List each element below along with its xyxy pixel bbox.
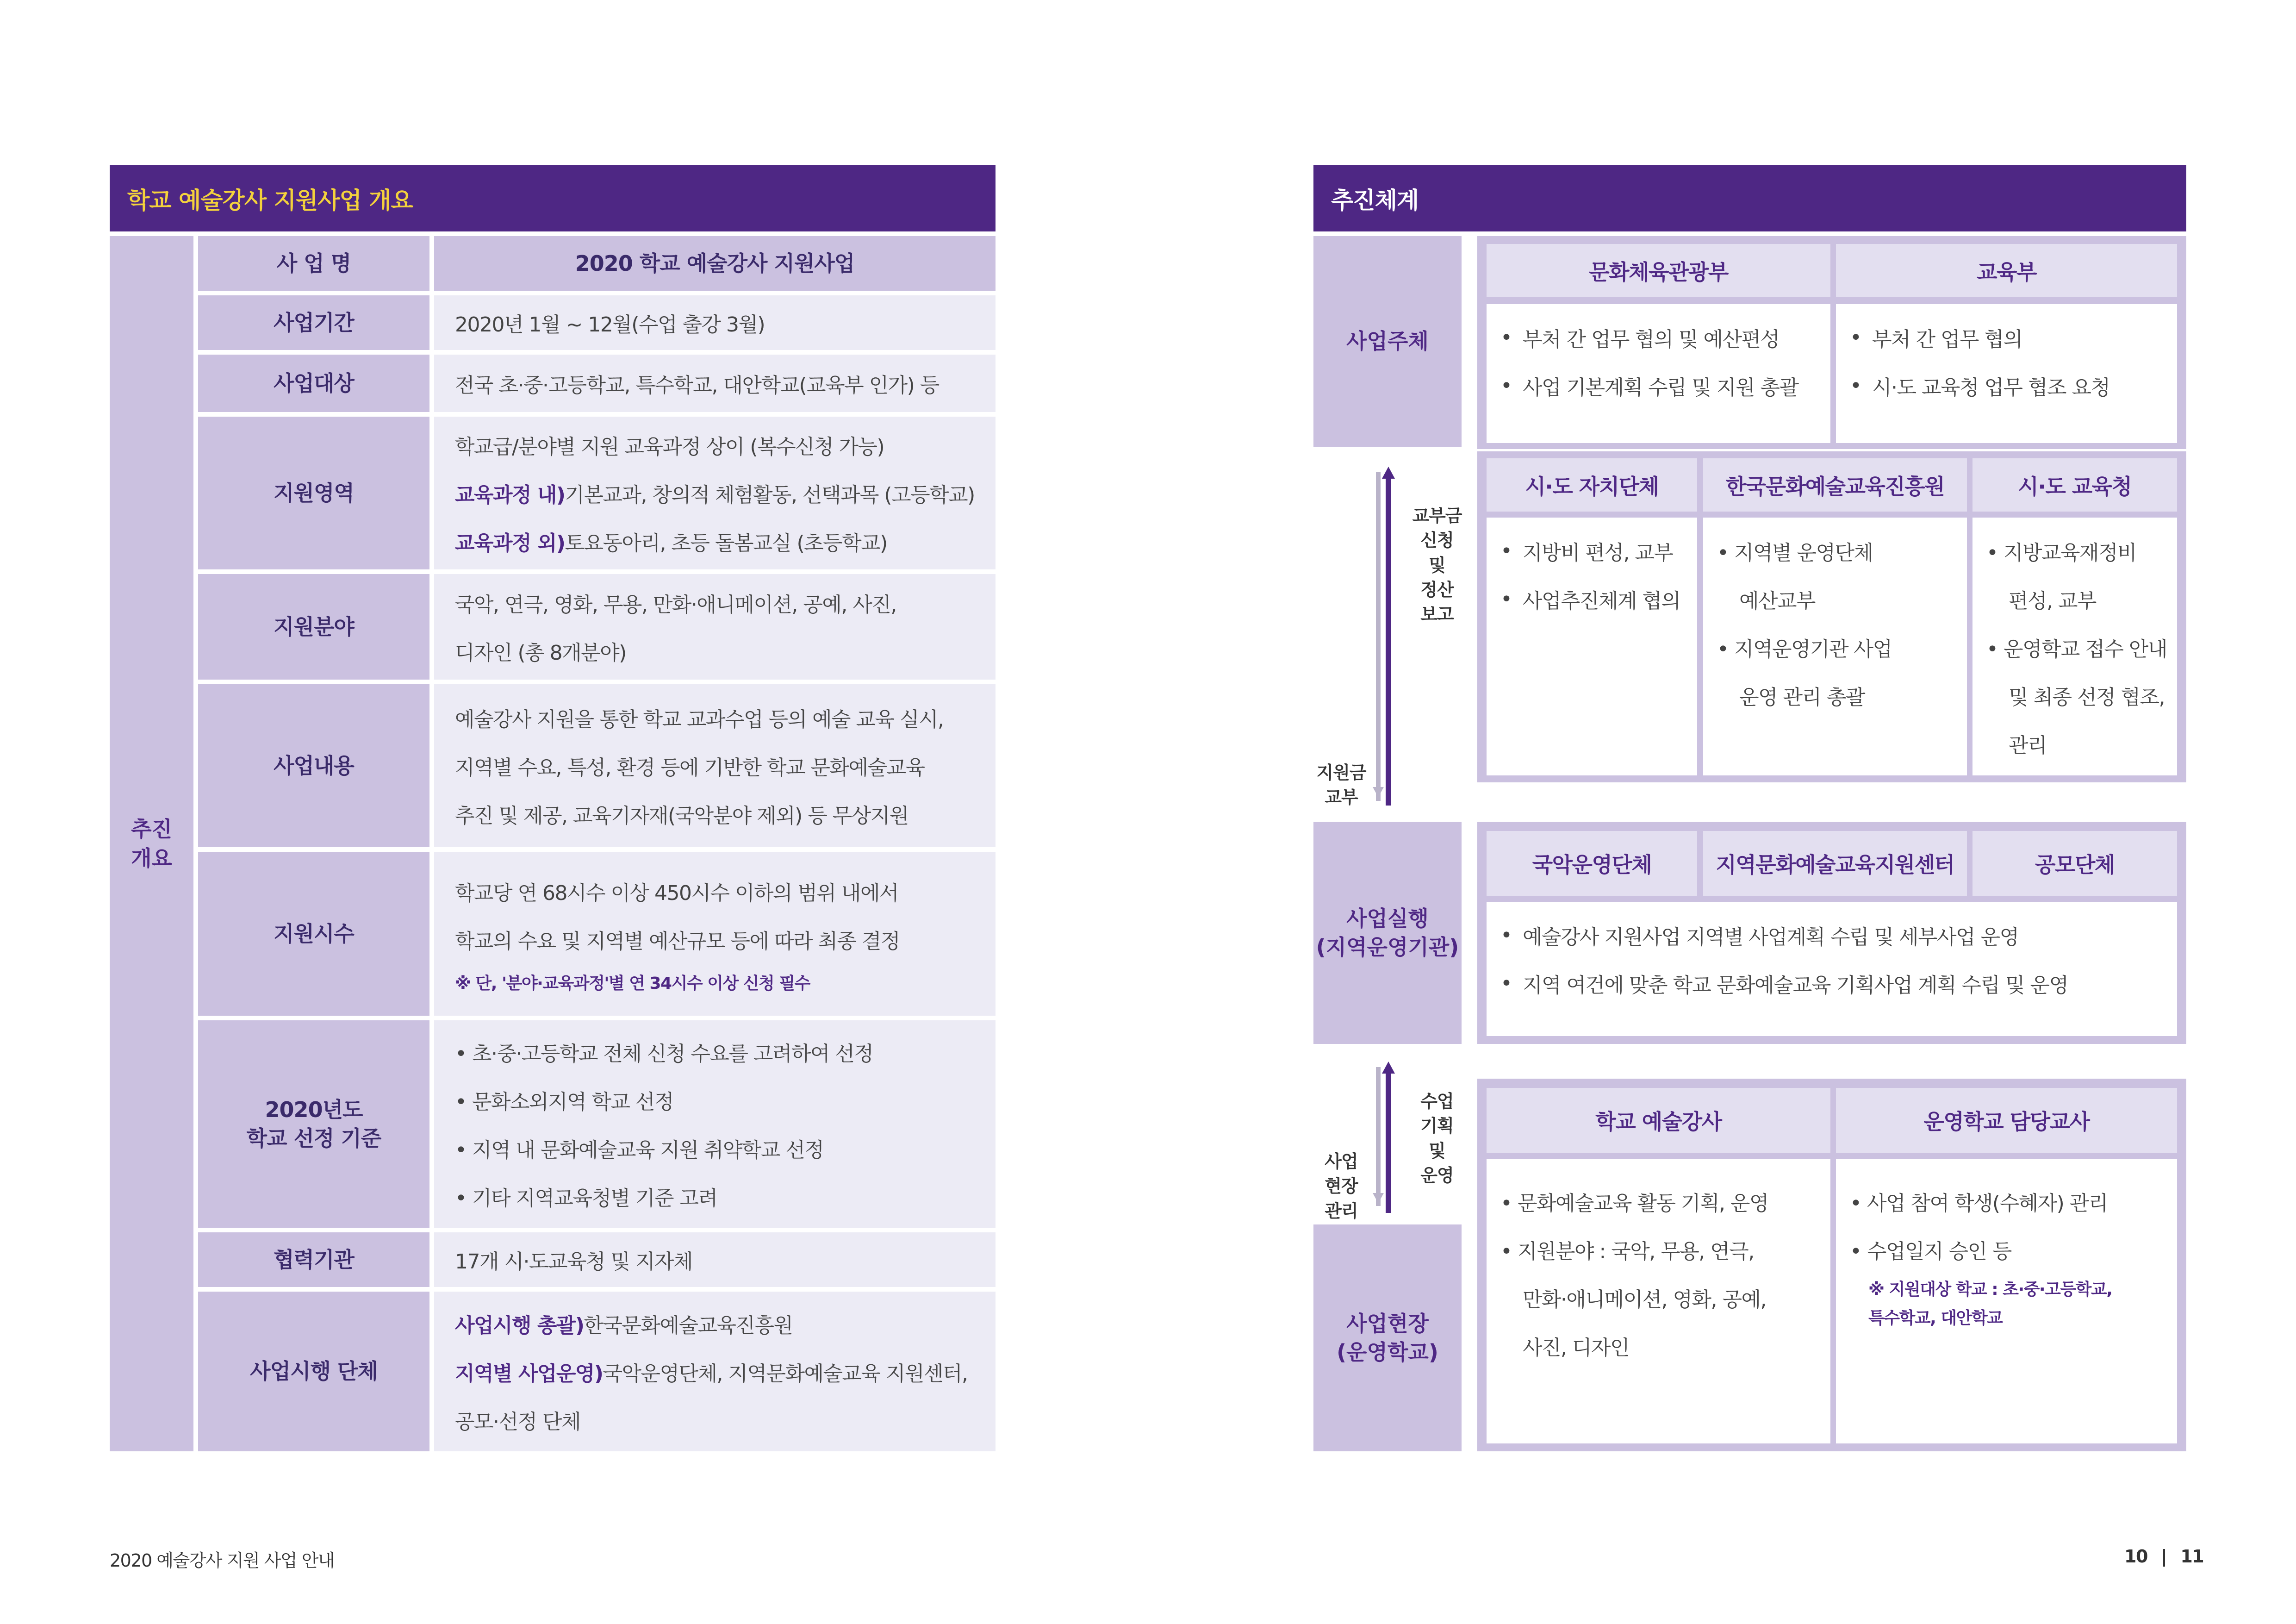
row-label-content: 사업내용 [198,684,429,847]
org-gugak: 국악운영단체 [1487,831,1697,896]
funding-arrow [1370,463,1398,810]
side-label-field: 사업현장 (운영학교) [1313,1224,1462,1451]
row-value-operators: 사업시행 총괄) 한국문화예술교육진흥원 지역별 사업운영) 국악운영단체, 지역문화예술교육 지원센터, 공모·선정 단체 [434,1292,996,1451]
row-value-target: 전국 초·중·고등학교, 특수학교, 대안학교(교육부 인가) 등 [434,355,996,412]
art-instructor-duties: • 문화예술교육 활동 기획, 운영 • 지원분야 : 국악, 무용, 연극, 만화·애니메이션, 영화, 공예, 사진, 디자인 [1487,1159,1830,1443]
org-mcst: 문화체육관광부 [1487,244,1830,297]
arrow1-up-label: 교부금 신청 및 정산 보고 [1412,506,1462,625]
right-section-header [1313,165,2186,231]
row-value-support-area: 학교급/분야별 지원 교육과정 상이 (복수신청 가능) 교육과정 내) 기본교과, 창의적 체험활동, 선택과목 (고등학교) 교육과정 외) 토요동아리, 초등 돌봄교실 (초등학교) [434,417,996,569]
school-teacher-duties: • 사업 참여 학생(수혜자) 관리 • 수업일지 승인 등 ※ 지원대상 학교 : 초·중·고등학교, 특수학교, 대안학교 [1836,1159,2177,1443]
row-label-support-area: 지원영역 [198,417,429,569]
arrow1-down-label: 지원금 교부 [1316,762,1366,808]
side-label-overview: 추진 개요 [110,236,193,1451]
org-arte: 한국문화예술교육진흥원 [1703,458,1967,512]
page-divider [2163,1549,2165,1567]
org-arte-duties: • 지역별 운영단체 예산교부 • 지역운영기관 사업 운영 관리 총괄 [1703,518,1967,775]
arrow2-up-label: 수업 기획 및 운영 [1420,1091,1454,1186]
page-number-left: 10 [2124,1546,2147,1567]
side-label-execution: 사업실행 (지역운영기관) [1313,822,1462,1044]
row-value-selection-criteria: • 초·중·고등학교 전체 신청 수요를 고려하여 선정 • 문화소외지역 학교 선정 • 지역 내 문화예술교육 지원 취약학교 선정 • 기타 지역교육청별 기준 고려 [434,1020,996,1228]
row-value-period: 2020년 1월 ~ 12월(수업 출강 3월) [434,295,996,350]
org-moe: 교육부 [1836,244,2177,297]
left-section-header [110,165,996,231]
org-edu-office-duties: • 지방교육재정비 편성, 교부 • 운영학교 접수 안내 및 최종 선정 협조, 관리 [1972,518,2177,775]
left-section-title: 학교 예술강사 지원사업 개요 [127,187,413,214]
row-value-partners: 17개 시·도교육청 및 지자체 [434,1232,996,1287]
org-school-teacher: 운영학교 담당교사 [1836,1088,2177,1153]
row-value-hours: 학교당 연 68시수 이상 450시수 이하의 범위 내에서 학교의 수요 및 지역별 예산규모 등에 따라 최종 결정 ※ 단, '분야·교육과정'별 연 34시수 이상 신청 필수 [434,852,996,1016]
row-value-project-name: 2020 학교 예술강사 지원사업 [434,236,996,291]
org-edu-office: 시·도 교육청 [1972,458,2177,512]
row-label-target: 사업대상 [198,355,429,412]
row-label-partners: 협력기관 [198,1232,429,1287]
page-number-right: 11 [2180,1546,2204,1567]
row-label-operators: 사업시행 단체 [198,1292,429,1451]
org-art-instructor: 학교 예술강사 [1487,1088,1830,1153]
row-label-hours: 지원시수 [198,852,429,1016]
row-label-period: 사업기간 [198,295,429,350]
org-local-gov: 시·도 자치단체 [1487,458,1697,512]
arrow2-down-label: 사업 현장 관리 [1325,1151,1358,1221]
row-value-support-field: 국악, 연극, 영화, 무용, 만화·애니메이션, 공예, 사진, 디자인 (총 8개분야) [434,574,996,680]
side-label-owner: 사업주체 [1313,236,1462,447]
org-local-gov-duties: • 지방비 편성, 교부 • 사업추진체계 협의 [1487,518,1697,775]
org-moe-duties: • 부처 간 업무 협의 • 시·도 교육청 업무 협조 요청 [1836,304,2177,443]
right-section-title: 추진체계 [1331,187,1419,214]
row-value-content: 예술강사 지원을 통한 학교 교과수업 등의 예술 교육 실시, 지역별 수요, 특성, 환경 등에 기반한 학교 문화예술교육 추진 및 제공, 교육기자재(국악분야 제외) 등 무상지원 [434,684,996,847]
execution-duties: • 예술강사 지원사업 지역별 사업계획 수립 및 세부사업 운영 • 지역 여건에 맞춘 학교 문화예술교육 기획사업 계획 수립 및 운영 [1487,902,2177,1036]
row-label-support-field: 지원분야 [198,574,429,680]
row-label-selection-criteria: 2020년도 학교 선정 기준 [198,1020,429,1228]
row-label-project-name: 사 업 명 [198,236,429,291]
org-mcst-duties: • 부처 간 업무 협의 및 예산편성 • 사업 기본계획 수립 및 지원 총괄 [1487,304,1830,443]
page-numbers [2124,1546,2203,1567]
org-public-groups: 공모단체 [1972,831,2177,896]
org-regional-center: 지역문화예술교육지원센터 [1703,831,1967,896]
footer-doc-title: 2020 예술강사 지원 사업 안내 [110,1550,335,1571]
operation-arrow [1370,1058,1398,1215]
